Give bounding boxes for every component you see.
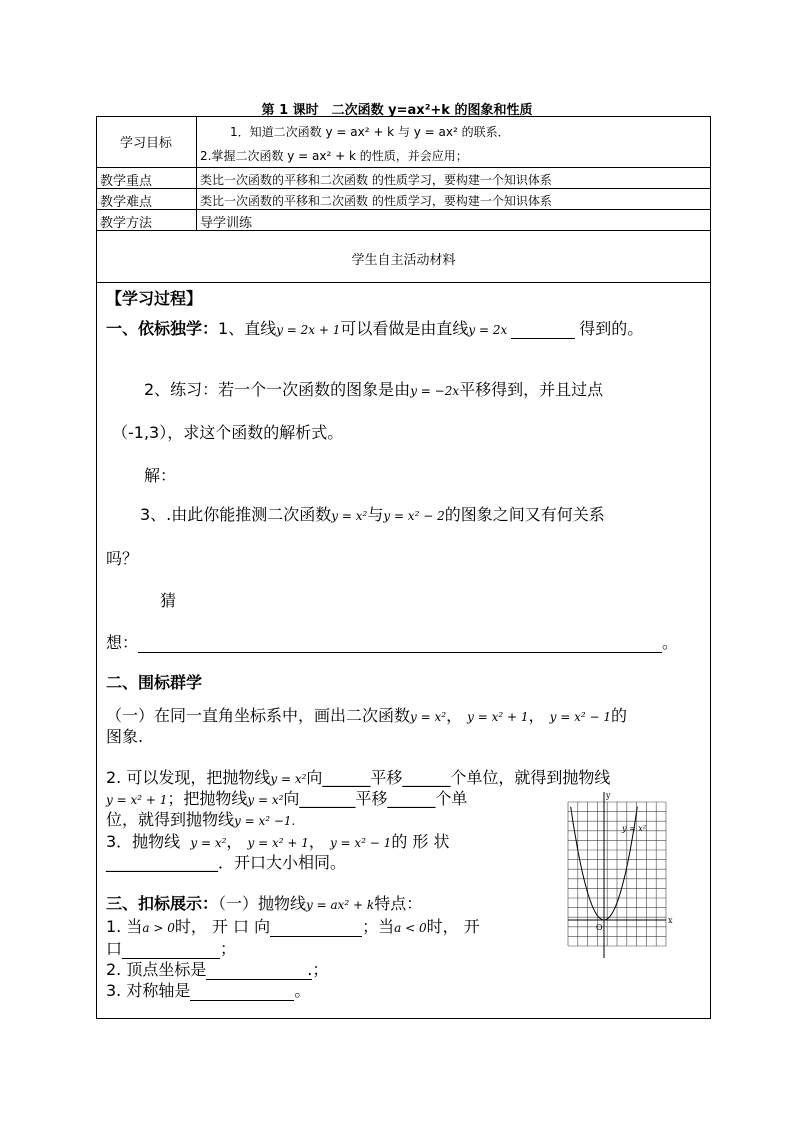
answer-blank[interactable] <box>270 917 362 937</box>
s2-q2-text: 向_______平移______个单 <box>283 789 468 808</box>
s2-q1-text: （一）在同一直角坐标系中，画出二次函数 <box>106 706 411 725</box>
label-difficulties: 教学难点 <box>100 195 153 210</box>
page-title: 第 1 课时 二次函数 y=ax²+k 的图象和性质 <box>261 103 533 118</box>
s1-question-3-cont: 吗？ <box>106 549 139 568</box>
s1-guess-end: 。 <box>662 633 679 652</box>
y-axis-label: y <box>606 791 611 800</box>
goal-1: 1．知道二次函数 y = ax² + k 与 y = ax² 的联系． <box>230 125 510 139</box>
s3-q2-text: 2. 顶点坐标是 <box>106 960 207 979</box>
s2-q2-text: ；把抛物线 <box>167 789 248 808</box>
s3-q1-text: 口 <box>106 939 123 958</box>
answer-blank[interactable] <box>511 319 575 339</box>
s1-q1-text: 1、直线 <box>218 319 277 338</box>
s1-q1-text: 得到的。 <box>579 319 644 338</box>
answer-blank[interactable] <box>138 633 662 653</box>
math-expression: y = x² − 2 <box>383 509 445 523</box>
math-expression: y = x² <box>190 836 227 850</box>
s2-q2-text: 2. 可以发现，把抛物线 <box>106 768 271 787</box>
math-expression: y = x² + 1 <box>247 836 309 850</box>
origin-label: O <box>596 923 603 932</box>
s2-question-3-cont: ______________．开口大小相同。 <box>106 853 347 872</box>
parabola-graph <box>560 788 678 960</box>
s3-q1-text: 时， 开 <box>426 917 480 936</box>
s3-q1-text: ；当 <box>362 917 395 936</box>
s3-subtitle: 特点： <box>374 894 423 913</box>
s2-q3-text: 的 形 状 <box>391 832 450 851</box>
answer-blank[interactable] <box>206 960 312 980</box>
x-axis-label: x <box>668 916 673 925</box>
s1-q3-text: 与 <box>367 505 384 524</box>
s1-question-2-cont: （-1,3），求这个函数的解析式。 <box>112 423 344 442</box>
table-divider <box>96 230 711 231</box>
s1-q2-text: 2、练习：若一个一次函数的图象是由 <box>144 380 411 399</box>
s2-q2-text: 向______平移______个单位，就得到抛物线 <box>306 768 611 787</box>
s3-q3-text: 。 <box>294 981 311 1000</box>
s1-q2-text: 平移得到，并且过点 <box>459 380 604 399</box>
s3-subtitle: （一）抛物线 <box>218 894 307 913</box>
s3-q2-dot: . <box>307 960 313 979</box>
math-expression: y = x² <box>270 772 307 786</box>
s3-title: 三、扣标展示： <box>106 894 219 913</box>
math-expression: a < 0 <box>394 921 427 935</box>
s1-question-2 <box>144 377 603 400</box>
math-expression: y = 2x <box>468 323 508 337</box>
label-key-points: 教学重点 <box>100 174 153 189</box>
key-points-value: 类比一次函数的平移和二次函数 的性质学习，要构建一个知识体系 <box>200 173 552 187</box>
s3-q2-text: ； <box>312 960 329 979</box>
math-expression: y = ax² + k <box>306 898 375 912</box>
s1-q1-text: 可以看做是由直线 <box>340 319 469 338</box>
math-expression: y = x² −1. <box>234 814 296 828</box>
section-heading: 学生自主活动材料 <box>351 253 456 268</box>
s2-question-1-cont: 图象. <box>106 727 144 746</box>
table-divider <box>96 167 711 168</box>
table-column-divider <box>196 116 197 230</box>
s1-guess-2: 想： <box>106 633 139 652</box>
curve-label: y = x² <box>622 824 647 833</box>
answer-blank[interactable] <box>190 981 294 1001</box>
s1-title: 一、依标独学： <box>106 319 219 338</box>
s1-solve-label: 解： <box>144 466 177 485</box>
s1-guess-1: 猜 <box>160 591 177 610</box>
process-header: 【学习过程】 <box>106 289 203 308</box>
s2-q3-text: 3．抛物线 <box>106 832 181 851</box>
s2-question-2-line2 <box>106 786 467 809</box>
s1-q3-text: 的图象之间又有何关系 <box>444 505 605 524</box>
s3-q3-text: 3. 对称轴是 <box>106 981 191 1000</box>
s1-guess-line <box>106 630 678 653</box>
s3-question-1 <box>106 914 480 937</box>
s2-question-2 <box>106 765 610 788</box>
math-expression: y = x² − 1 <box>329 836 392 850</box>
s3-q1-text: 时， 开 口 向 <box>174 917 271 936</box>
math-expression: y = x² − 1 <box>549 710 611 724</box>
math-expression: y = −2x <box>410 384 460 398</box>
s2-q2-text: 位，就得到抛物线 <box>106 810 235 829</box>
difficulties-value: 类比一次函数的平移和二次函数 的性质学习，要构建一个知识体系 <box>200 194 552 208</box>
s1-question-3 <box>140 502 605 525</box>
method-value: 导学训练 <box>200 216 253 231</box>
s3-question-3 <box>106 978 310 1001</box>
goal-2: 2.掌握二次函数 y = ax² + k 的性质，并会应用； <box>200 149 468 163</box>
s1-q3-text: 3、.由此你能推测二次函数 <box>140 505 332 524</box>
s2-question-2-line3 <box>106 807 295 830</box>
s3-q1-text: 1. 当 <box>106 917 143 936</box>
s2-title: 二、围标群学 <box>106 673 203 692</box>
answer-blank[interactable] <box>122 939 220 959</box>
math-expression: a > 0 <box>142 921 175 935</box>
s3-q1-text: ； <box>220 939 237 958</box>
math-expression: y = x² <box>410 710 447 724</box>
s2-q1-text: 的 <box>610 706 627 725</box>
s1-question-1 <box>106 316 643 339</box>
math-expression: y = 2x + 1 <box>276 323 341 337</box>
s3-question-2 <box>106 957 328 980</box>
math-expression: y = x² + 1 <box>106 793 168 807</box>
table-divider <box>96 188 711 189</box>
s3-heading <box>106 891 422 914</box>
math-expression: y = x² <box>331 509 368 523</box>
math-expression: y = x² + 1 <box>467 710 529 724</box>
s2-question-3: 3．抛物线 y = x²， y = x² + 1， y = x² − 1的 形 状 <box>106 832 450 851</box>
table-divider <box>96 209 711 210</box>
math-expression: y = x² <box>247 793 284 807</box>
label-method: 教学方法 <box>100 216 153 231</box>
s2-question-1: （一）在同一直角坐标系中，画出二次函数y = x²， y = x² + 1， y = x² − 1的 <box>106 706 627 725</box>
table-divider <box>96 282 711 283</box>
s3-question-1-cont <box>106 936 236 959</box>
label-goals: 学习目标 <box>119 136 172 151</box>
